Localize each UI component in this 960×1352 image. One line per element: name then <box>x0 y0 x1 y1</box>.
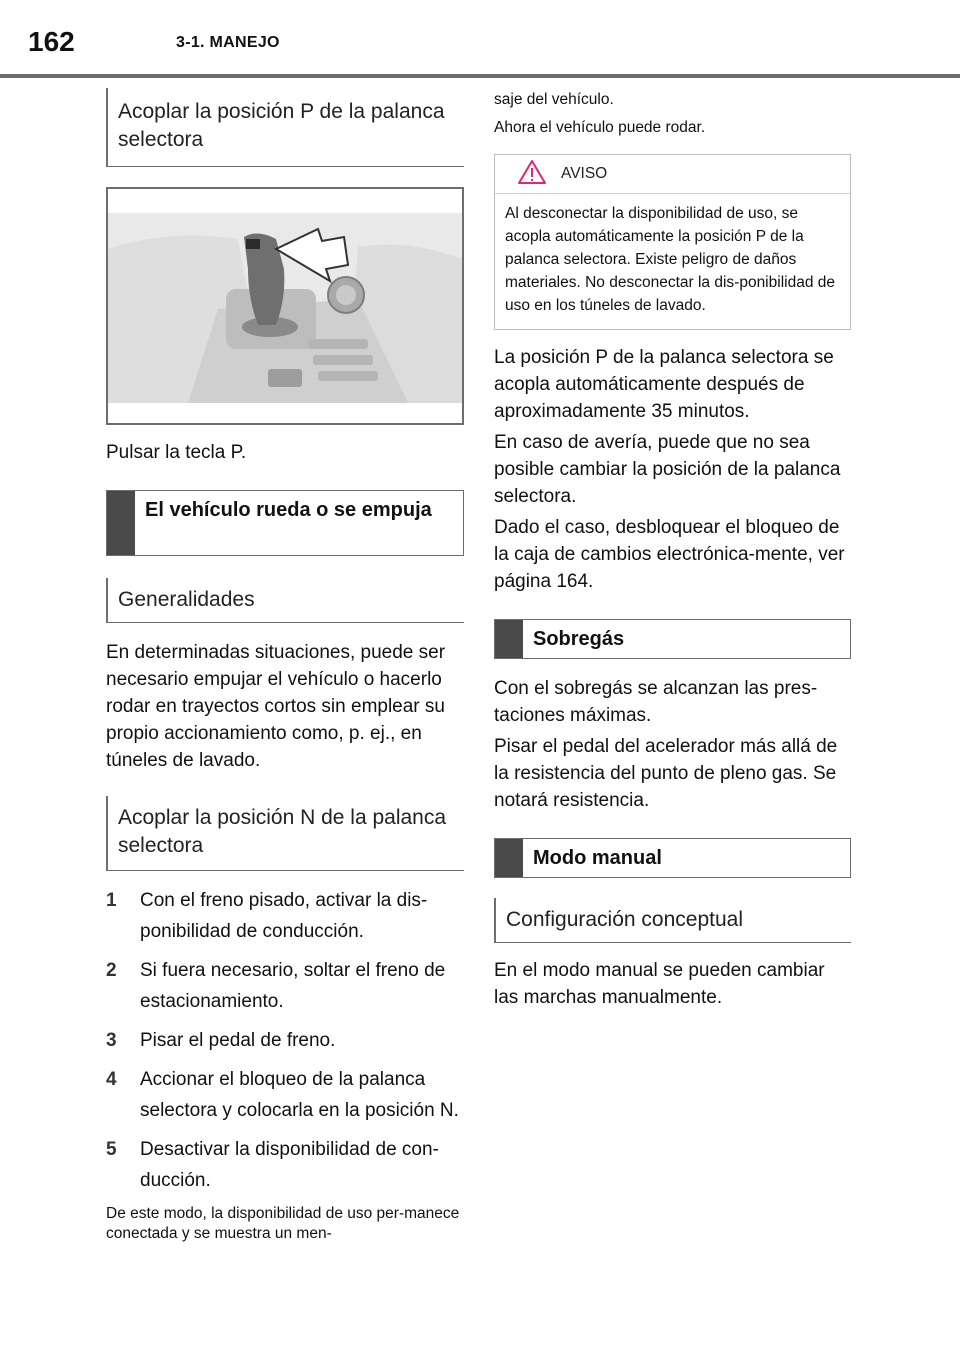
figure-caption: Pulsar la tecla P. <box>106 442 247 463</box>
heading-generalidades: Generalidades <box>106 578 464 623</box>
warning-body <box>495 194 850 329</box>
heading-configuracion: Configuración conceptual <box>494 898 851 943</box>
chapter-title: 3-1. MANEJO <box>176 34 280 51</box>
heading-acoplar-p: Acoplar la posición P de la palanca selectora <box>106 88 464 167</box>
paragraph-averia: En caso de avería, puede que no sea posible cambiar la posición de la palanca selectora. <box>494 432 841 507</box>
header-rule <box>0 74 960 78</box>
step-item <box>106 1064 464 1126</box>
step-text: Desactivar la disponibilidad de con-ducción. <box>140 1139 439 1191</box>
warning-triangle-icon <box>517 159 547 190</box>
right-column <box>494 88 851 1011</box>
step-text: Con el freno pisado, activar la dis-ponibilidad de conducción. <box>140 890 428 942</box>
step-item <box>106 885 464 947</box>
note-continuation: saje del vehículo. <box>494 91 614 108</box>
heading-vehiculo-rueda <box>106 490 464 556</box>
note-paragraph: De este modo, la disponibilidad de uso per-manece conectada y se muestra un men- <box>106 1205 460 1242</box>
gear-selector-illustration <box>108 189 462 423</box>
heading-bar <box>495 839 523 877</box>
note-second: Ahora el vehículo puede rodar. <box>494 119 706 136</box>
heading-modo-manual-text: Modo manual <box>533 847 662 869</box>
gear-selector-figure <box>106 187 464 425</box>
step-number: 3 <box>106 1030 117 1051</box>
heading-acoplar-n: Acoplar la posición N de la palanca selectora <box>106 796 464 871</box>
heading-modo-manual <box>494 838 851 878</box>
warning-text: Al desconectar la disponibilidad de uso, se acopla automáticamente la posición P de la palanca selectora. Existe peligro de daños materiales. No desconectar la dis-ponibilidad de uso en los túneles de lavado. <box>505 205 835 314</box>
step-list <box>106 885 464 1196</box>
heading-sobregas-text: Sobregás <box>533 628 625 650</box>
page-header <box>0 0 960 80</box>
concept-paragraph: En el modo manual se pueden cambiar las marchas manualmente. <box>494 960 825 1008</box>
step-text: Accionar el bloqueo de la palanca selectora y colocarla en la posición N. <box>140 1069 459 1121</box>
step-text: Si fuera necesario, soltar el freno de estacionamiento. <box>140 960 446 1012</box>
left-column <box>106 88 464 1244</box>
heading-bar <box>495 620 523 658</box>
kickdown-paragraph-1: Con el sobregás se alcanzan las pres-taciones máximas. <box>494 678 818 726</box>
step-item <box>106 955 464 1017</box>
warning-box <box>494 154 851 330</box>
step-item <box>106 1134 464 1196</box>
step-text: Pisar el pedal de freno. <box>140 1030 336 1051</box>
step-item <box>106 1025 464 1056</box>
step-number: 5 <box>106 1139 117 1160</box>
warning-label: AVISO <box>561 165 608 182</box>
step-number: 2 <box>106 960 117 981</box>
heading-vehiculo-rueda-text: El vehículo rueda o se empuja <box>145 499 432 521</box>
paragraph-desbloquear: Dado el caso, desbloquear el bloqueo de la caja de cambios electrónica-mente, ver página 164. <box>494 517 845 592</box>
warning-header <box>495 155 850 194</box>
step-number: 4 <box>106 1069 117 1090</box>
page-number: 162 <box>28 26 75 57</box>
heading-sobregas <box>494 619 851 659</box>
heading-bar <box>107 491 135 555</box>
paragraph-auto-p: La posición P de la palanca selectora se acopla automáticamente después de aproximadamente 35 minutos. <box>494 347 834 422</box>
general-paragraph: En determinadas situaciones, puede ser necesario empujar el vehículo o hacerlo rodar en trayectos cortos sin emplear su propio accionamiento como, p. ej., en túneles de lavado. <box>106 642 446 771</box>
step-number: 1 <box>106 890 117 911</box>
kickdown-paragraph-2: Pisar el pedal del acelerador más allá de la resistencia del punto de pleno gas. Se notará resistencia. <box>494 736 838 811</box>
